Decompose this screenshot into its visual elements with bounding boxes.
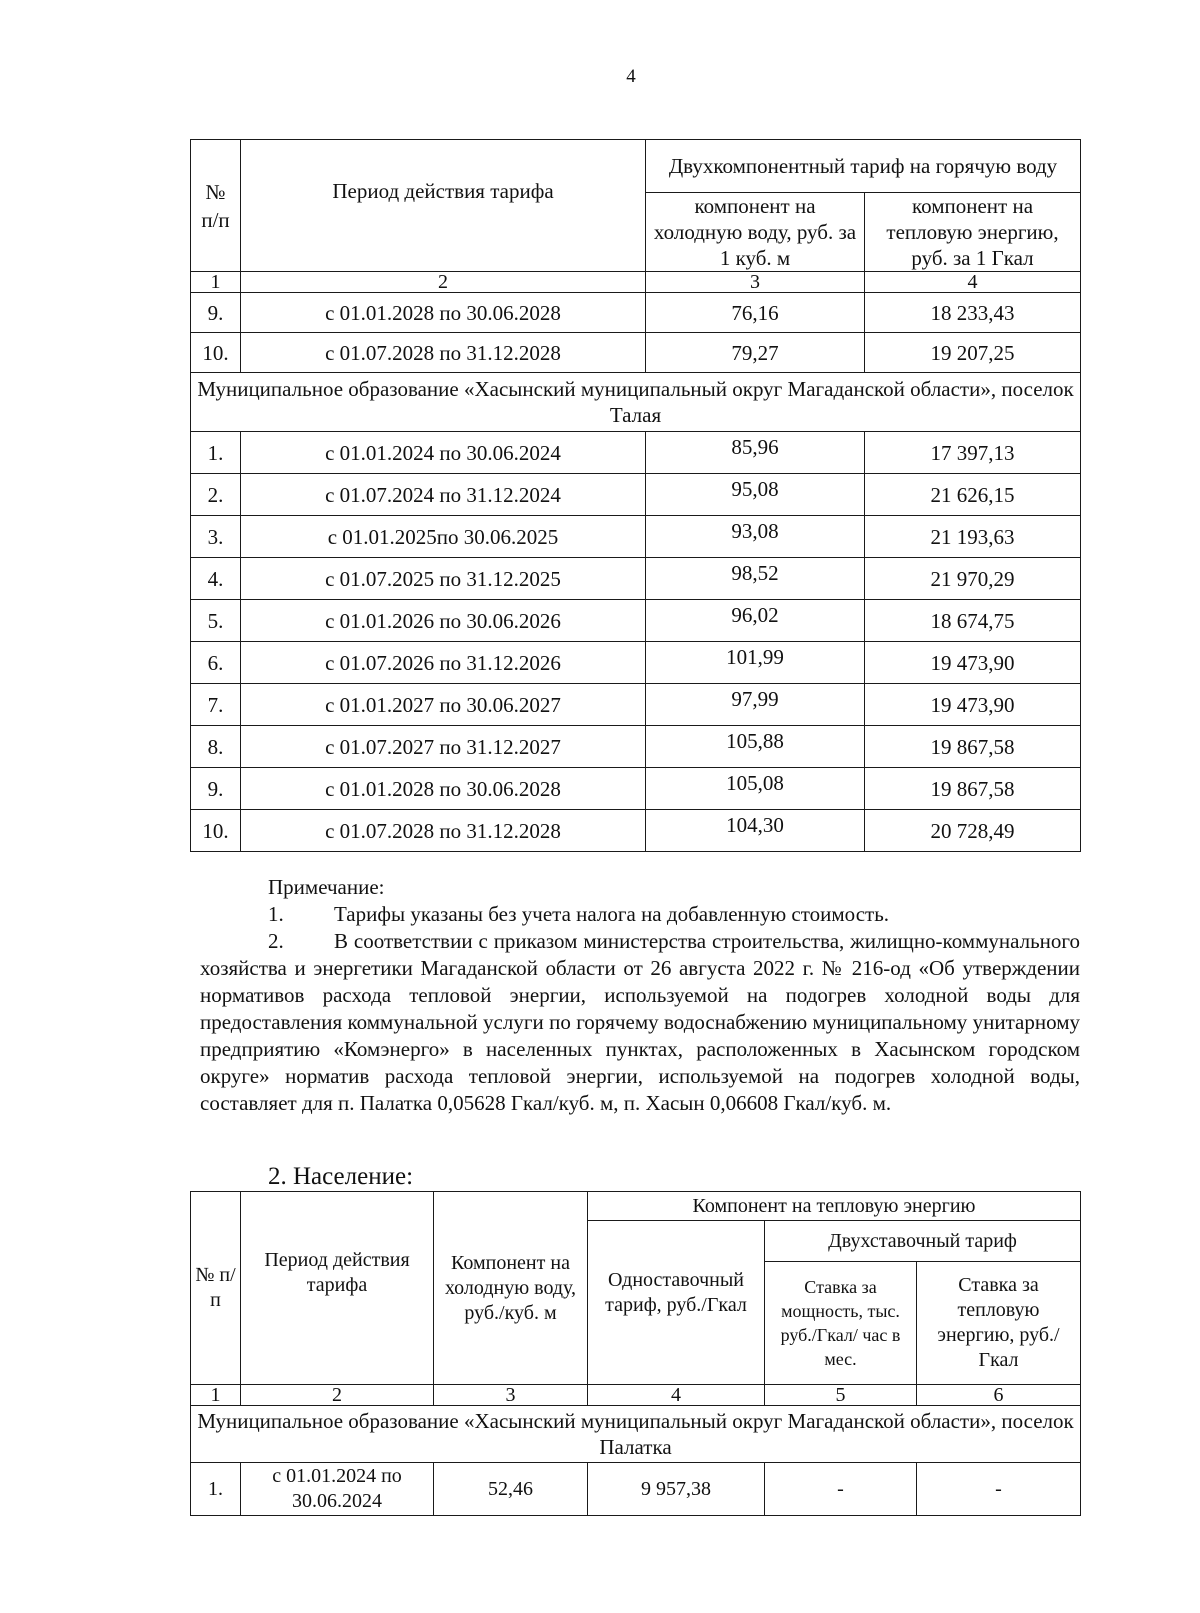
- table-row: [191, 558, 1081, 600]
- col-num-1: 1: [191, 1385, 241, 1406]
- cell-period: с 01.07.2026 по 31.12.2026: [241, 642, 646, 684]
- note-item-2: [200, 928, 1080, 1117]
- cell-no: 10.: [191, 333, 241, 373]
- cell-period: с 01.01.2028 по 30.06.2028: [241, 768, 646, 810]
- tariff-table-hot-water: [190, 139, 1081, 852]
- header-cold-water-component: Компонент на холодную воду, руб./куб. м: [434, 1192, 588, 1385]
- col-num-4: 4: [865, 272, 1081, 293]
- table-row: [191, 293, 1081, 333]
- section-2-title: 2. Население:: [268, 1163, 414, 1190]
- header-two-rate: Двухставочный тариф: [765, 1221, 1081, 1262]
- cell-no: 6.: [191, 642, 241, 684]
- table-row: [191, 642, 1081, 684]
- header-heat-component: Компонент на тепловую энергию: [588, 1192, 1081, 1221]
- cell-cold: 97,99: [646, 684, 865, 726]
- note-item-1-text: Тарифы указаны без учета налога на добавленную стоимость.: [334, 902, 890, 926]
- cell-heat: 21 626,15: [865, 474, 1081, 516]
- cell-single: 9 957,38: [588, 1463, 765, 1516]
- notes-title: Примечание:: [268, 875, 385, 899]
- cell-cold: 96,02: [646, 600, 865, 642]
- table-row: [191, 516, 1081, 558]
- cell-period: с 01.01.2025по 30.06.2025: [241, 516, 646, 558]
- cell-cold: 104,30: [646, 810, 865, 852]
- cell-period: с 01.07.2028 по 31.12.2028: [241, 810, 646, 852]
- header-no: № п/п: [191, 1192, 241, 1385]
- cell-no: 10.: [191, 810, 241, 852]
- cell-heat: 19 867,58: [865, 768, 1081, 810]
- header-capacity-rate: Ставка за мощность, тыс. руб./Гкал/ час в мес.: [765, 1262, 917, 1385]
- cell-no: 2.: [191, 474, 241, 516]
- header-heat-component: компонент на тепловую энергию, руб. за 1 Гкал: [865, 193, 1081, 272]
- cell-no: 9.: [191, 768, 241, 810]
- section-talaya: Муниципальное образование «Хасынский муниципальный округ Магаданской области», поселок Талая: [191, 373, 1081, 432]
- cell-no: 1.: [191, 1463, 241, 1516]
- header-single-rate: Одноставочный тариф, руб./Гкал: [588, 1221, 765, 1385]
- col-num-6: 6: [917, 1385, 1081, 1406]
- tariff-table-population: [190, 1191, 1081, 1516]
- col-num-2: 2: [241, 1385, 434, 1406]
- cell-cold: 85,96: [646, 432, 865, 474]
- cell-heat: 18 674,75: [865, 600, 1081, 642]
- table-row: [191, 684, 1081, 726]
- col-num-4: 4: [588, 1385, 765, 1406]
- section-palatka: Муниципальное образование «Хасынский муниципальный округ Магаданской области», поселок Палатка: [191, 1406, 1081, 1463]
- table-row: [191, 768, 1081, 810]
- cell-period: с 01.01.2024 по 30.06.2024: [241, 432, 646, 474]
- note-item-1: [200, 901, 1080, 928]
- header-period: Период действия тарифа: [241, 140, 646, 272]
- cell-cold: 76,16: [646, 293, 865, 333]
- header-period: Период действия тарифа: [241, 1192, 434, 1385]
- cell-period: с 01.07.2027 по 31.12.2027: [241, 726, 646, 768]
- cell-cold: 95,08: [646, 474, 865, 516]
- cell-heat: 21 970,29: [865, 558, 1081, 600]
- col-num-5: 5: [765, 1385, 917, 1406]
- table-row: [191, 474, 1081, 516]
- cell-cold: 93,08: [646, 516, 865, 558]
- cell-cold: 105,88: [646, 726, 865, 768]
- cell-energy: -: [917, 1463, 1081, 1516]
- cell-heat: 18 233,43: [865, 293, 1081, 333]
- cell-heat: 19 867,58: [865, 726, 1081, 768]
- cell-period: с 01.07.2028 по 31.12.2028: [241, 333, 646, 373]
- cell-cold: 101,99: [646, 642, 865, 684]
- page-number: 4: [626, 66, 636, 87]
- table-row: [191, 600, 1081, 642]
- header-no: № п/п: [191, 140, 241, 272]
- cell-no: 9.: [191, 293, 241, 333]
- cell-no: 3.: [191, 516, 241, 558]
- table-row: [191, 333, 1081, 373]
- note-item-1-number: 1.: [268, 902, 284, 926]
- cell-period: с 01.07.2025 по 31.12.2025: [241, 558, 646, 600]
- cell-no: 5.: [191, 600, 241, 642]
- note-item-2-text: В соответствии с приказом министерства строительства, жилищно-коммунального хозяйства и энергетики Магаданской области от 26 августа 2022 г. № 216-од «Об утверждении нормативов расхода тепловой энергии, используемой на подогрев холодной воды для предоставления коммунальной услуги по горячему водоснабжению муниципальному унитарному предприятию «Комэнерго» в населенных пунктах, расположенных в Хасынском городском округе» норматив расхода тепловой энергии, используемой на подогрев холодной воды, составляет для п. Палатка 0,05628 Гкал/куб. м, п. Хасын 0,06608 Гкал/куб. м.: [200, 929, 1080, 1115]
- cell-heat: 20 728,49: [865, 810, 1081, 852]
- header-cold-water-component: компонент на холодную воду, руб. за 1 куб. м: [646, 193, 865, 272]
- notes-block: [200, 874, 1080, 1117]
- col-num-3: 3: [434, 1385, 588, 1406]
- cell-cold: 52,46: [434, 1463, 588, 1516]
- col-num-2: 2: [241, 272, 646, 293]
- note-item-2-number: 2.: [268, 929, 284, 953]
- col-num-1: 1: [191, 272, 241, 293]
- cell-period: с 01.01.2027 по 30.06.2027: [241, 684, 646, 726]
- header-energy-rate: Ставка за тепловую энергию, руб./Гкал: [917, 1262, 1081, 1385]
- cell-period: с 01.01.2026 по 30.06.2026: [241, 600, 646, 642]
- cell-heat: 17 397,13: [865, 432, 1081, 474]
- cell-period: с 01.01.2028 по 30.06.2028: [241, 293, 646, 333]
- cell-period: с 01.01.2024 по 30.06.2024: [241, 1463, 434, 1516]
- cell-period: с 01.07.2024 по 31.12.2024: [241, 474, 646, 516]
- header-two-component-tariff: Двухкомпонентный тариф на горячую воду: [646, 140, 1081, 193]
- cell-cold: 98,52: [646, 558, 865, 600]
- cell-heat: 21 193,63: [865, 516, 1081, 558]
- table-row: [191, 432, 1081, 474]
- cell-capacity: -: [765, 1463, 917, 1516]
- cell-no: 8.: [191, 726, 241, 768]
- cell-no: 7.: [191, 684, 241, 726]
- col-num-3: 3: [646, 272, 865, 293]
- table-row: [191, 726, 1081, 768]
- cell-heat: 19 207,25: [865, 333, 1081, 373]
- table-row: [191, 810, 1081, 852]
- cell-cold: 79,27: [646, 333, 865, 373]
- cell-heat: 19 473,90: [865, 684, 1081, 726]
- cell-no: 4.: [191, 558, 241, 600]
- table-row: [191, 1463, 1081, 1516]
- cell-no: 1.: [191, 432, 241, 474]
- cell-heat: 19 473,90: [865, 642, 1081, 684]
- cell-cold: 105,08: [646, 768, 865, 810]
